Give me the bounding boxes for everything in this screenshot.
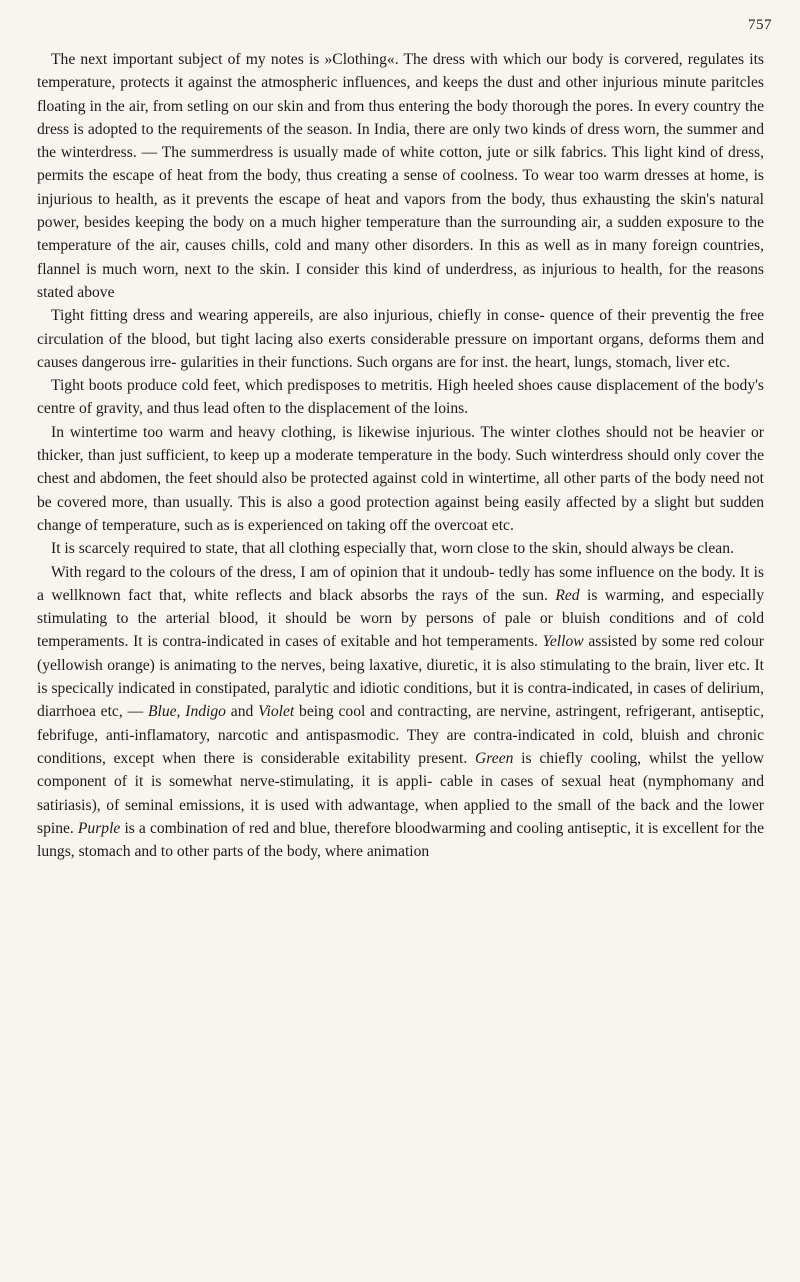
page-number: 757 xyxy=(748,17,772,33)
paragraph-colours xyxy=(37,561,764,864)
colour-purple-term: Purple xyxy=(77,819,121,837)
paragraph-cleanliness: It is scarcely required to state, that all clothing especially that, worn close to the skin, should always be clean. xyxy=(51,540,734,558)
colour-yellow-term: Yellow xyxy=(542,633,584,651)
document-body xyxy=(37,48,764,863)
paragraph-clothing-intro: The next important subject of my notes is »Clothing«. The dress with which our body is corvered, regulates its temperature, protects it against the atmospheric influences, and keeps the dust and other injurious minute paritcles floating in the air, from setling on our skin and from thus entering the body thorough the pores. In every country the dress is adopted to the requirements of the season. In India, there are only two kinds of dress worn, the summer and the winterdress. — The summerdress is usually made of white cotton, jute or silk fabrics. This light kind of dress, permits the escape of heat from the body, thus creating a sense of coolness. To wear too warm dresses at home, is injurious to health, as it prevents the escape of heat and vapors from the body, thus exhausting the skin's natural power, besides keeping the body on a much higher temperature than the surrounding air, a sudden exposure to the temperature of the air, causes chills, cold and many other disorders. In this as well as in many foreign countries, flannel is much worn, next to the skin. I consider this kind of underdress, as injurious to health, for the reasons stated above xyxy=(37,51,764,301)
colour-green-term: Green xyxy=(475,749,514,767)
colours-text-6: is a combination of red and blue, therefore bloodwarming and cooling antiseptic, it is excellent for the lungs, stomach and to other parts of the body, where animation xyxy=(37,819,764,861)
colours-text-5: is chiefly cooling, whilst the yellow component of it is somewhat nerve-stimulating, it is appli- cable in cases of sexual heat (nymphomany and satiriasis), of seminal emissions, it is used with adwantage, when applied to the small of the back and the lower spine. xyxy=(37,749,765,837)
colours-text-and: and xyxy=(225,703,259,721)
paragraph-tight-boots: Tight boots produce cold feet, which predisposes to metritis. High heeled shoes cause displacement of the body's centre of gravity, and thus lead often to the displacement of the loins. xyxy=(37,377,764,418)
colour-blue-indigo-term: Blue, Indigo xyxy=(147,703,226,721)
paragraph-tight-dress: Tight fitting dress and wearing appereils, are also injurious, chiefly in conse- quence of their preventig the free circulation of the blood, but tight lacing also exerts considerable pressure on important organs, deforms them and causes dangerous irre- gularities in their functions. Such organs are for inst. the heart, lungs, stomach, liver etc. xyxy=(37,307,764,371)
colour-violet-term: Violet xyxy=(258,703,295,721)
colour-red-term: Red xyxy=(555,586,580,604)
colours-text-3: assisted by some red colour (yellowish orange) is animating to the nerves, being laxative, diuretic, it is also stimulating to the brain, liver etc. It is specically indicated in constipated, paralytic and idiotic conditions, but it is contra-indicated, in cases of delirium, diarrhoea etc, — xyxy=(37,633,764,721)
colours-text-4: being cool and contracting, are nervine, astringent, refrigerant, antiseptic, febrifuge, anti-inflamatory, narcotic and antispasmodic. They are contra-indicated in cold, bluish and chronic conditions, except when there is considerable exitability present. xyxy=(37,703,764,767)
colours-text-2: is warming, and especially stimulating to the arterial blood, it should be worn by persons of pale or bluish conditions and of cold temperaments. It is contra-indicated in cases of exitable and hot temperaments. xyxy=(37,586,765,651)
colours-text-1: With regard to the colours of the dress, I am of opinion that it undoub- tedly has some influence on the body. It is a wellknown fact that, white reflects and black absorbs the rays of the sun. xyxy=(37,563,764,604)
paragraph-wintertime: In wintertime too warm and heavy clothing, is likewise injurious. The winter clothes should not be heavier or thicker, than just sufficient, to keep up a moderate temperature in the body. Such winterdress should only cover the chest and abdomen, the feet should also be protected against cold in wintertime, all other parts of the body need not be covered more, than usually. This is also a good protection against being easily affected by a slight but sudden change of temperature, such as is experienced on taking off the overcoat etc. xyxy=(37,423,764,534)
